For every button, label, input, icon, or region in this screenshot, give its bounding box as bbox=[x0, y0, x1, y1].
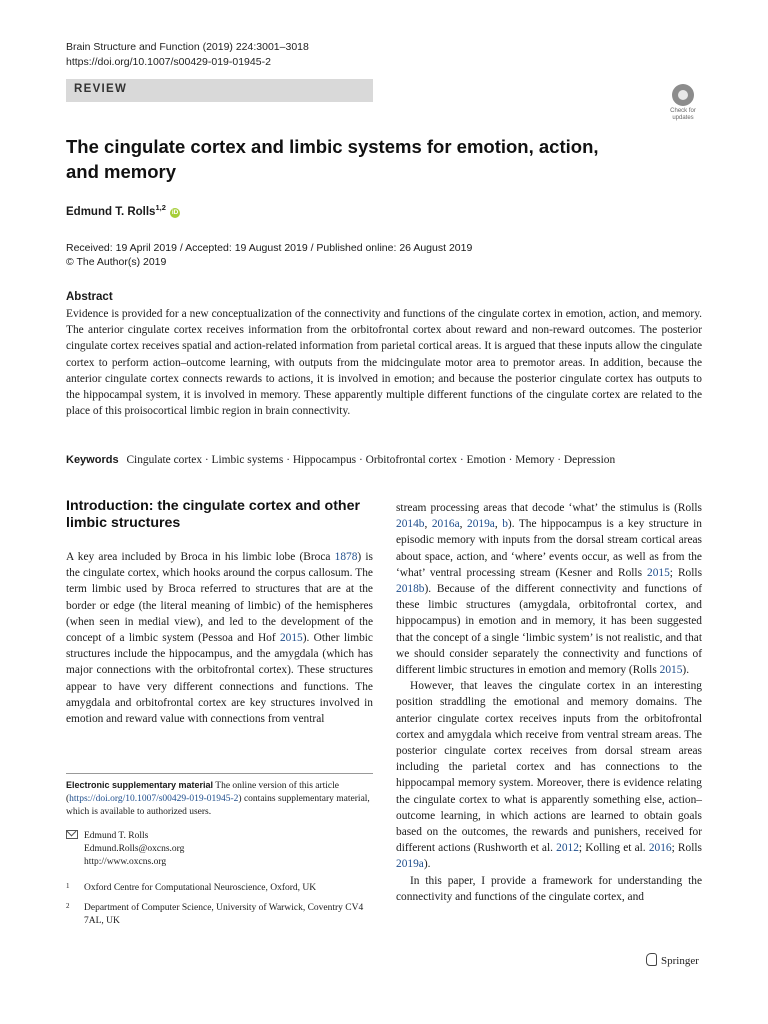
citation-link[interactable]: 2014b bbox=[396, 518, 425, 531]
esm-note bbox=[66, 779, 373, 819]
orcid-icon[interactable]: iD bbox=[171, 208, 179, 216]
publisher-name: Springer bbox=[661, 955, 699, 967]
paragraph: However, that leaves the cingulate cortex in an interesting position straddling the emotional and memory domains. The anterior cingulate cortex receives inputs from the orbitofrontal cortex and amygdala which receive from ventral stream areas. The posterior cingulate cortex receives from dorsal stream areas including the parietal cortex and has connections to the hippocampal memory system. Moreover, there is evidence relating the cingulate cortex to what is apparently something else, action–outcome learning, in which actions are learned to obtain goals based on the outcomes, the rewards and punishers, received for different actions (Rushworth et al. 2012; Kolling et al. 2016; Rolls 2019a). bbox=[396, 680, 702, 871]
affiliation-text: Oxford Centre for Computational Neuroscience, Oxford, UK bbox=[84, 883, 317, 893]
esm-text-end: ) contains supplementary material, which is available to authorized users. bbox=[66, 794, 370, 817]
envelope-icon bbox=[66, 830, 78, 839]
author-name: Edmund T. Rolls bbox=[66, 205, 156, 218]
citation-link[interactable]: 2019a bbox=[467, 518, 495, 531]
citation-link[interactable]: 1878 bbox=[334, 551, 358, 563]
paragraph: stream processing areas that decode ‘what’ the stimulus is (Rolls 2014b, 2016a, 2019a, b). The hippocampus is a key structure in episodic memory with inputs from the dorsal stream cortical areas about space, action, and ‘where’ events occur, as well as from the ‘what’ ventral processing stream (Kesner and Rolls 2015; Rolls 2018b). Because of the different connectivity and functions of these limbic structures (amygdala, orbitofrontal cortex, and hippocampus) in emotion and in memory, it has been suggested that the concept of a single ‘limbic system’ is not realistic, and that we should consider separately the connectivity and functions of different limbic structures in emotion and memory (Rolls 2015). bbox=[396, 502, 702, 677]
affiliation-number: 2 bbox=[66, 902, 70, 910]
citation-link[interactable]: 2015 bbox=[279, 632, 303, 645]
intro-right-column bbox=[396, 500, 702, 905]
paragraph: In this paper, I provide a framework for understanding the connectivity and functions of the cingulate cortex, and bbox=[396, 874, 702, 903]
springer-horse-icon bbox=[646, 953, 657, 966]
check-updates-line1: Check for bbox=[670, 108, 696, 114]
citation-link[interactable]: 2012 bbox=[556, 842, 579, 855]
article-dates bbox=[66, 241, 472, 269]
check-updates-line2: updates bbox=[672, 115, 694, 121]
copyright: © The Author(s) 2019 bbox=[66, 256, 167, 268]
history-dates: Received: 19 April 2019 / Accepted: 19 August 2019 / Published online: 26 August 2019 bbox=[66, 242, 473, 254]
affiliation-number: 1 bbox=[66, 882, 70, 890]
intro-heading: Introduction: the cingulate cortex and other limbic structures bbox=[66, 498, 361, 531]
author-affiliation-marks: 1,2 bbox=[155, 203, 166, 212]
article-title: The cingulate cortex and limbic systems for emotion, action, and memory bbox=[66, 136, 599, 182]
journal-line: Brain Structure and Function (2019) 224:3001–3018 bbox=[66, 41, 309, 53]
affiliation-text: Department of Computer Science, University of Warwick, Coventry CV4 7AL, UK bbox=[84, 903, 364, 926]
esm-heading: Electronic supplementary material bbox=[66, 780, 214, 790]
citation-link[interactable]: 2016a bbox=[431, 518, 460, 531]
keywords bbox=[66, 454, 716, 466]
abstract-heading: Abstract bbox=[66, 291, 113, 303]
esm-text-start: The online version of this article ( bbox=[66, 781, 339, 804]
contact-website[interactable]: http://www.oxcns.org bbox=[84, 857, 167, 867]
abstract-text: Evidence is provided for a new conceptualization of the connectivity and functions of the cingulate cortex in emotion, action, and memory. The anterior cingulate cortex receives information from the orbitofrontal cortex about reward and non-reward outcomes. The posterior cingulate cortex receives spatial and action-related information from parietal cortical areas. It is argued that these inputs allow the cingulate cortex to perform action–outcome learning, with outputs from the midcingulate motor area to premotor areas. In addition, because the anterior cingulate cortex connects rewards to actions, it is involved in emotion; and because the posterior cingulate cortex has outputs to the hippocampal system, it is involved in memory. These apparently multiple different functions of the cingulate cortex are related to the place of this proisocortical limbic region in brain connectivity. bbox=[66, 308, 702, 418]
check-updates-icon bbox=[672, 84, 694, 106]
contact-name: Edmund T. Rolls bbox=[84, 831, 149, 841]
citation-link[interactable]: 2015 bbox=[647, 566, 670, 579]
corresponding-author bbox=[66, 830, 373, 867]
contact-email[interactable]: Edmund.Rolls@oxcns.org bbox=[84, 844, 185, 854]
keywords-list: Cingulate cortex · Limbic systems · Hippocampus · Orbitofrontal cortex · Emotion · Memory · Depression bbox=[126, 454, 616, 466]
intro-paragraph-1: A key area included by Broca in his limbic lobe (Broca 1878) is the cingulate cortex, which hooks around the corpus callosum. The term limbic used by Broca referred to structures that are at the border or edge (the literal meaning of limbic) of the hemispheres (when seen in medial view), and led to the development of the concept of a limbic system (Pessoa and Hof 2015). Other limbic structures include the hippocampus, and the amygdala (which has major connections with the orbitofrontal cortex). These structures appear to have very different connections and functions. The amygdala and orbitofrontal cortex are key structures involved in emotion and reward value with connections from ventral bbox=[66, 551, 373, 726]
citation-link[interactable]: 2018b bbox=[396, 583, 425, 596]
author-line bbox=[66, 203, 180, 218]
journal-citation bbox=[66, 40, 309, 70]
section-label: REVIEW bbox=[74, 83, 128, 95]
citation-link[interactable]: 2019a bbox=[396, 858, 424, 871]
citation-link[interactable]: b bbox=[502, 518, 508, 531]
citation-link[interactable]: 2016 bbox=[648, 842, 672, 855]
doi-line[interactable]: https://doi.org/10.1007/s00429-019-01945-2 bbox=[66, 56, 271, 68]
keywords-heading: Keywords bbox=[66, 454, 119, 466]
publisher-logo bbox=[646, 953, 699, 967]
esm-link[interactable]: https://doi.org/10.1007/s00429-019-01945-2 bbox=[69, 794, 239, 804]
footnote-divider bbox=[66, 773, 373, 774]
check-for-updates-badge[interactable] bbox=[660, 84, 706, 124]
citation-link[interactable]: 2015 bbox=[659, 664, 683, 677]
